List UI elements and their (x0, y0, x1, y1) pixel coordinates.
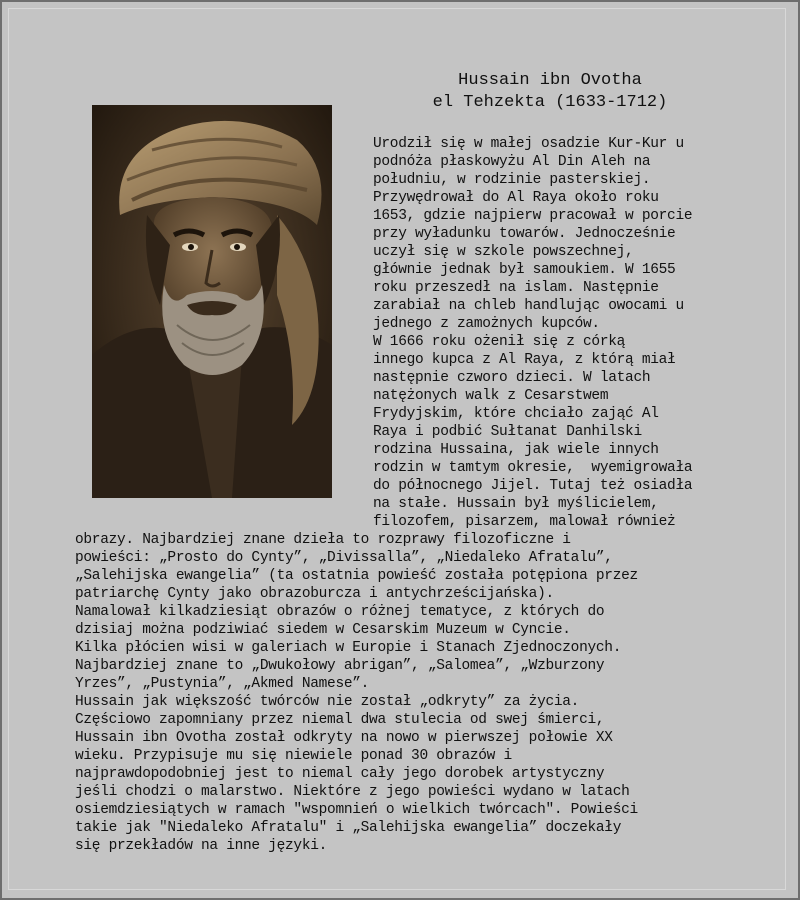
text-line: zarabiał na chleb handlując owocami u (373, 298, 684, 314)
text-line: Najbardziej znane to „Dwukołowy abrigan”, „Salomea”, „Wzburzony (75, 658, 605, 674)
text-line: Frydyjskim, które chciało zająć Al (373, 406, 659, 422)
text-line: Hussain ibn Ovotha został odkryty na nowo w pierwszej połowie XX (75, 730, 613, 746)
biography-text-right (373, 135, 768, 531)
text-line: Przywędrował do Al Raya około roku (373, 190, 659, 206)
text-line: powieści: „Prosto do Cynty”, „Divissalla”, „Niedaleko Afratalu”, (75, 550, 613, 566)
text-line: następnie czworo dzieci. W latach (373, 370, 651, 386)
text-line: osiemdziesiątych w ramach "wspomnień o wielkich twórcach". Powieści (75, 802, 638, 818)
text-line: rodzina Hussaina, jak wiele innych (373, 442, 659, 458)
text-line: Hussain jak większość twórców nie został „odkryty” za życia. (75, 694, 580, 710)
text-line: do północnego Jijel. Tutaj też osiadła (373, 478, 693, 494)
portrait-image (92, 105, 332, 498)
text-line: Yrzes”, „Pustynia”, „Akmed Namese”. (75, 676, 370, 692)
biography-column-bottom (75, 531, 775, 855)
text-line: Namalował kilkadziesiąt obrazów o różnej tematyce, z których do (75, 604, 605, 620)
text-line: W 1666 roku ożenił się z córką (373, 334, 626, 350)
text-line: głównie jednak był samoukiem. W 1655 (373, 262, 676, 278)
portrait-icon (92, 105, 332, 498)
text-line: na stałe. Hussain był myślicielem, (373, 496, 659, 512)
biography-column-right (373, 135, 768, 531)
text-line: południu, w rodzinie pasterskiej. (373, 172, 651, 188)
title-line-1: Hussain ibn Ovotha (458, 71, 642, 90)
text-line: Urodził się w małej osadzie Kur-Kur u (373, 136, 684, 152)
text-line: się przekładów na inne języki. (75, 838, 328, 854)
text-line: uczył się w szkole powszechnej, (373, 244, 634, 260)
text-line: 1653, gdzie najpierw pracował w porcie (373, 208, 693, 224)
text-line: dzisiaj można podziwiać siedem w Cesarskim Muzeum w Cyncie. (75, 622, 571, 638)
text-line: roku przeszedł na islam. Następnie (373, 280, 659, 296)
text-line: natężonych walk z Cesarstwem (373, 388, 609, 404)
text-line: Częściowo zapomniany przez niemal dwa stulecia od swej śmierci, (75, 712, 605, 728)
text-line: najprawdopodobniej jest to niemal cały jego dorobek artystyczny (75, 766, 605, 782)
text-line: Kilka płócien wisi w galeriach w Europie i Stanach Zjednoczonych. (75, 640, 622, 656)
page-title (340, 70, 760, 114)
text-line: jeśli chodzi o malarstwo. Niektóre z jego powieści wydano w latach (75, 784, 630, 800)
text-line: takie jak "Niedaleko Afratalu" i „Salehijska ewangelia” doczekały (75, 820, 622, 836)
text-line: wieku. Przypisuje mu się niewiele ponad 30 obrazów i (75, 748, 512, 764)
text-line: patriarchę Cynty jako obrazoburcza i antychrześcijańska). (75, 586, 554, 602)
text-line: „Salehijska ewangelia” (ta ostatnia powieść została potępiona przez (75, 568, 638, 584)
text-line: innego kupca z Al Raya, z którą miał (373, 352, 676, 368)
text-line: rodzin w tamtym okresie, wyemigrowała (373, 460, 693, 476)
text-line: filozofem, pisarzem, malował również (373, 514, 676, 530)
biography-text-bottom (75, 531, 775, 855)
text-line: jednego z zamożnych kupców. (373, 316, 600, 332)
title-line-2: el Tehzekta (1633-1712) (432, 93, 668, 112)
text-line: podnóża płaskowyżu Al Din Aleh na (373, 154, 651, 170)
text-line: przy wyładunku towarów. Jednocześnie (373, 226, 676, 242)
text-line: Raya i podbić Sułtanat Danhilski (373, 424, 642, 440)
text-line: obrazy. Najbardziej znane dzieła to rozprawy filozoficzne i (75, 532, 571, 548)
